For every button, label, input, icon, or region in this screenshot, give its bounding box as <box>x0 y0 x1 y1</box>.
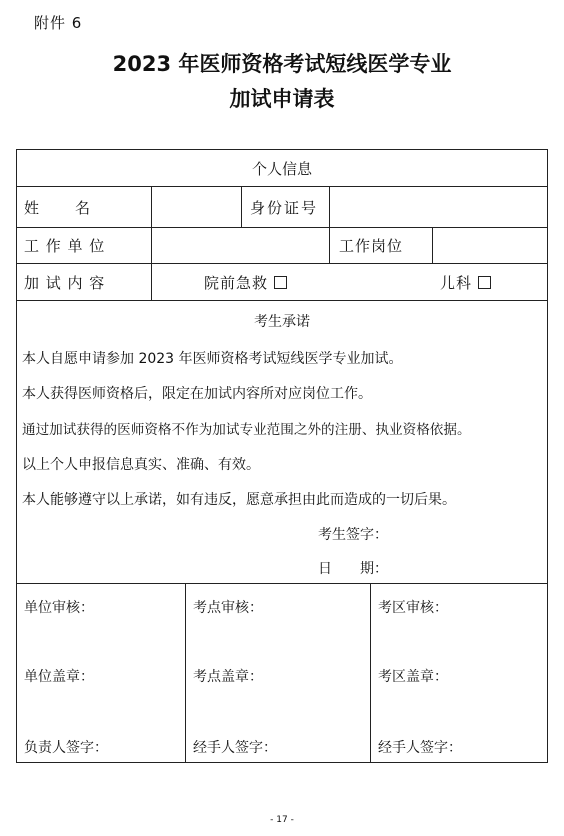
id-number-label: 身份证号 <box>250 199 319 217</box>
site-review-label: 考点审核： <box>193 600 263 616</box>
work-post-label: 工作岗位 <box>339 237 404 255</box>
name-field[interactable] <box>152 187 240 226</box>
work-post-field[interactable] <box>433 228 546 262</box>
form-subtitle: 加试申请表 <box>229 87 335 111</box>
unit-review-label: 单位审核： <box>24 600 94 616</box>
id-number-field[interactable] <box>330 187 546 226</box>
emergency-checkbox[interactable] <box>274 276 287 289</box>
page-number: - 17 - <box>270 815 294 825</box>
pledge-line: 以上个人申报信息真实、准确、有效。 <box>22 457 260 473</box>
section-personal-info: 个人信息 <box>251 160 312 178</box>
district-seal-label: 考区盖章： <box>378 669 448 685</box>
work-unit-field[interactable] <box>152 228 328 262</box>
date-label: 日 期： <box>318 561 388 577</box>
pledge-line: 本人获得医师资格后，限定在加试内容所对应岗位工作。 <box>22 386 372 402</box>
district-handler-signature-label: 经手人签字： <box>378 740 462 756</box>
candidate-signature-label: 考生签字： <box>318 527 388 543</box>
option-emergency-label: 院前急救 <box>204 274 269 292</box>
option-pediatrics[interactable] <box>440 272 491 293</box>
pledge-line: 通过加试获得的医师资格不作为加试专业范围之外的注册、执业资格依据。 <box>22 422 471 438</box>
work-unit-label: 工 作 单 位 <box>24 237 106 255</box>
site-handler-signature-label: 经手人签字： <box>193 740 277 756</box>
form-title: 2023 年医师资格考试短线医学专业 <box>112 52 452 76</box>
option-pediatrics-label: 儿科 <box>440 274 473 292</box>
option-emergency[interactable] <box>204 272 287 293</box>
name-label: 姓 名 <box>24 199 93 217</box>
pledge-line: 本人自愿申请参加 2023 年医师资格考试短线医学专业加试。 <box>22 351 403 367</box>
exam-content-label: 加 试 内 容 <box>24 274 106 292</box>
pledge-line: 本人能够遵守以上承诺，如有违反，愿意承担由此而造成的一切后果。 <box>22 492 456 508</box>
site-seal-label: 考点盖章： <box>193 669 263 685</box>
responsible-signature-label: 负责人签字： <box>24 740 108 756</box>
district-review-label: 考区审核： <box>378 600 448 616</box>
pediatrics-checkbox[interactable] <box>478 276 491 289</box>
attachment-label: 附件 6 <box>34 14 83 32</box>
pledge-title: 考生承诺 <box>254 314 310 330</box>
unit-seal-label: 单位盖章： <box>24 669 94 685</box>
